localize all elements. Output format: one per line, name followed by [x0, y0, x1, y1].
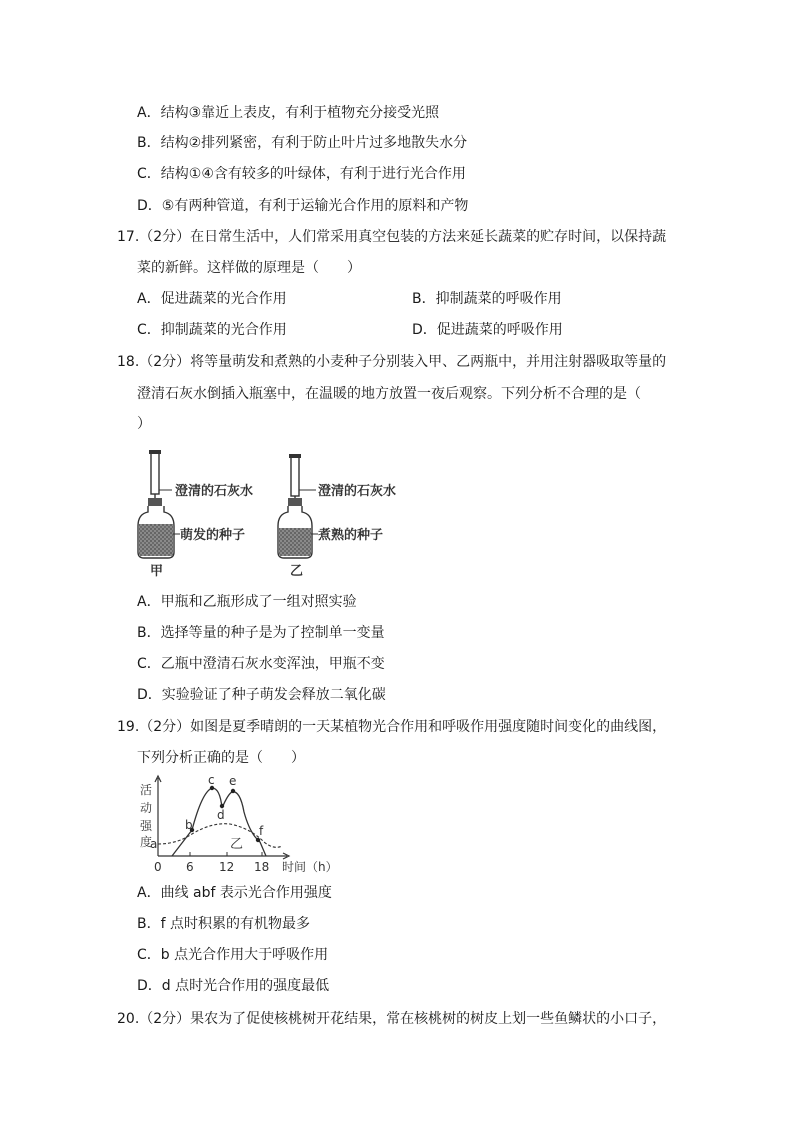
q16-option-c: C．结构①④含有较多的叶绿体，有利于进行光合作用 [137, 166, 466, 182]
q18-option-d: D．实验验证了种子萌发会释放二氧化碳 [137, 687, 386, 703]
q17-option-d: D．促进蔬菜的呼吸作用 [412, 322, 563, 338]
q16-option-b: B．结构②排列紧密，有利于防止叶片过多地散失水分 [137, 135, 468, 151]
label-left-limewater: 澄清的石灰水 [175, 484, 254, 499]
graph-ylabel-3: 强 [140, 819, 153, 833]
q18-option-a: A．甲瓶和乙瓶形成了一组对照实验 [137, 594, 357, 610]
q19-option-b: B．f 点时积累的有机物最多 [137, 916, 310, 932]
point-f: f [259, 824, 264, 838]
tick-0: 0 [154, 860, 162, 874]
tick-6: 6 [186, 860, 194, 874]
q16-option-d: D．⑤有两种管道，有利于运输光合作用的原料和产物 [137, 198, 469, 214]
q19-stem-line2: 下列分析正确的是（ ） [137, 750, 305, 766]
graph-xlabel: 时间（h） [282, 860, 338, 874]
graph-ylabel-1: 活 [140, 783, 153, 797]
q18-option-b: B．选择等量的种子是为了控制单一变量 [137, 625, 385, 641]
graph-ylabel-2: 动 [140, 801, 153, 815]
respiration-curve [158, 824, 282, 848]
label-left-seeds: 萌发的种子 [180, 528, 246, 543]
tick-18: 18 [254, 860, 270, 874]
q17-stem-line2: 菜的新鲜。这样做的原理是（ ） [137, 260, 361, 276]
q19-activity-graph [132, 772, 342, 876]
q17-option-a: A．促进蔬菜的光合作用 [137, 291, 287, 307]
label-right-seeds: 煮熟的种子 [318, 528, 384, 543]
q18-flask-figure [130, 448, 420, 580]
q18-stem-line2: 澄清石灰水倒插入瓶塞中，在温暖的地方放置一夜后观察。下列分析不合理的是（ [137, 386, 641, 402]
q17-option-b: B．抑制蔬菜的呼吸作用 [412, 291, 562, 307]
graph-ylabel-4: 度 [140, 835, 153, 849]
q17-option-c: C．抑制蔬菜的光合作用 [137, 322, 287, 338]
q18-stem-line1: 18.（2分）将等量萌发和煮熟的小麦种子分别装入甲、乙两瓶中，并用注射器吸取等量的 [117, 354, 667, 370]
q19-stem-line1: 19.（2分）如图是夏季晴朗的一天某植物光合作用和呼吸作用强度随时间变化的曲线图， [117, 719, 667, 735]
label-jia: 甲 [150, 564, 164, 579]
q20-stem-line1: 20.（2分）果农为了促使核桃树开花结果，常在核桃树的树皮上划一些鱼鳞状的小口子， [117, 1011, 667, 1027]
curve-label-yi: 乙 [230, 837, 244, 852]
label-yi: 乙 [290, 564, 304, 579]
point-a: a [150, 837, 158, 851]
q19-option-d: D．d 点时光合作用的强度最低 [137, 978, 330, 994]
q19-option-a: A．曲线 abf 表示光合作用强度 [137, 885, 332, 901]
flask-left [138, 450, 174, 558]
q19-option-c: C．b 点光合作用大于呼吸作用 [137, 947, 329, 963]
q17-stem-line1: 17.（2分）在日常生活中，人们常采用真空包装的方法来延长蔬菜的贮存时间，以保持蔬 [117, 229, 667, 245]
point-e: e [229, 774, 237, 788]
point-c: c [208, 773, 215, 787]
point-d: d [217, 808, 225, 822]
flask-right [278, 454, 312, 558]
q18-option-c: C．乙瓶中澄清石灰水变浑浊，甲瓶不变 [137, 656, 385, 672]
q18-stem-line3: ） [137, 416, 151, 432]
label-right-limewater: 澄清的石灰水 [318, 484, 397, 499]
point-b: b [185, 818, 193, 832]
tick-12: 12 [219, 860, 235, 874]
q16-option-a: A．结构③靠近上表皮，有利于植物充分接受光照 [137, 105, 440, 121]
